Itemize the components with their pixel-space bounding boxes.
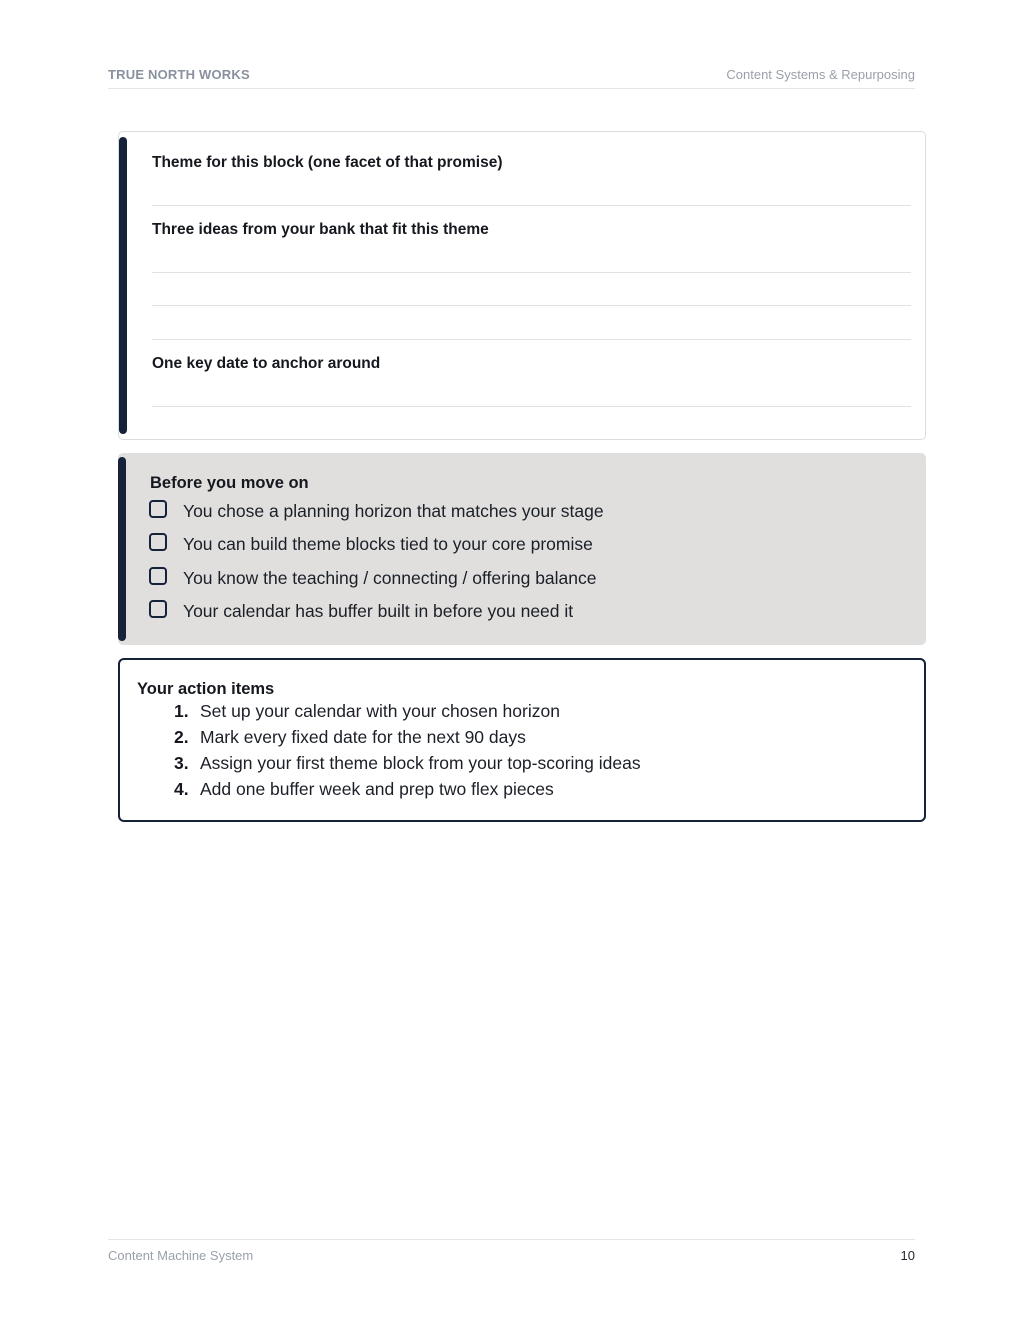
checklist-item-text: You can build theme blocks tied to your core promise (183, 534, 593, 554)
checklist-item-text: You chose a planning horizon that matches your stage (183, 501, 604, 521)
page-header (108, 66, 915, 89)
action-items-title: Your action items (137, 680, 275, 698)
checklist-accent-bar (118, 457, 126, 641)
worksheet-accent-bar (119, 137, 127, 434)
checkbox-icon[interactable] (149, 567, 167, 585)
action-item-text: Mark every fixed date for the next 90 days (200, 727, 526, 747)
key-date-write-line[interactable] (152, 406, 911, 407)
page-number: 10 (900, 1248, 915, 1263)
ideas-write-line-1[interactable] (152, 272, 911, 273)
ideas-write-line-2[interactable] (152, 305, 911, 306)
ideas-field-label: Three ideas from your bank that fit this theme (152, 221, 489, 238)
action-items-box (118, 658, 926, 822)
before-you-move-on-checklist (118, 453, 926, 645)
action-item-number: 3. (174, 753, 189, 773)
checkbox-icon[interactable] (149, 500, 167, 518)
checklist-item-text: You know the teaching / connecting / offering balance (183, 568, 597, 588)
footer-title: Content Machine System (108, 1248, 254, 1263)
checklist-title: Before you move on (150, 474, 309, 492)
action-item (174, 701, 560, 723)
checklist-item-text: Your calendar has buffer built in before you need it (183, 601, 574, 621)
action-item-text: Assign your first theme block from your top-scoring ideas (200, 753, 641, 773)
checkbox-icon[interactable] (149, 533, 167, 551)
action-item (174, 753, 641, 775)
theme-write-line[interactable] (152, 205, 911, 206)
worksheet-card (118, 131, 926, 440)
section-title: Content Systems & Repurposing (726, 67, 915, 82)
theme-field-label: Theme for this block (one facet of that promise) (152, 154, 503, 171)
key-date-field-label: One key date to anchor around (152, 355, 381, 372)
action-item-number: 4. (174, 779, 189, 799)
ideas-write-line-3[interactable] (152, 339, 911, 340)
action-item-number: 1. (174, 701, 189, 721)
action-item-text: Set up your calendar with your chosen horizon (200, 701, 560, 721)
page-footer (108, 1239, 915, 1269)
brand-name: TRUE NORTH WORKS (108, 67, 250, 82)
action-item (174, 727, 526, 749)
checkbox-icon[interactable] (149, 600, 167, 618)
action-item (174, 779, 554, 801)
action-item-number: 2. (174, 727, 189, 747)
action-item-text: Add one buffer week and prep two flex pieces (200, 779, 554, 799)
